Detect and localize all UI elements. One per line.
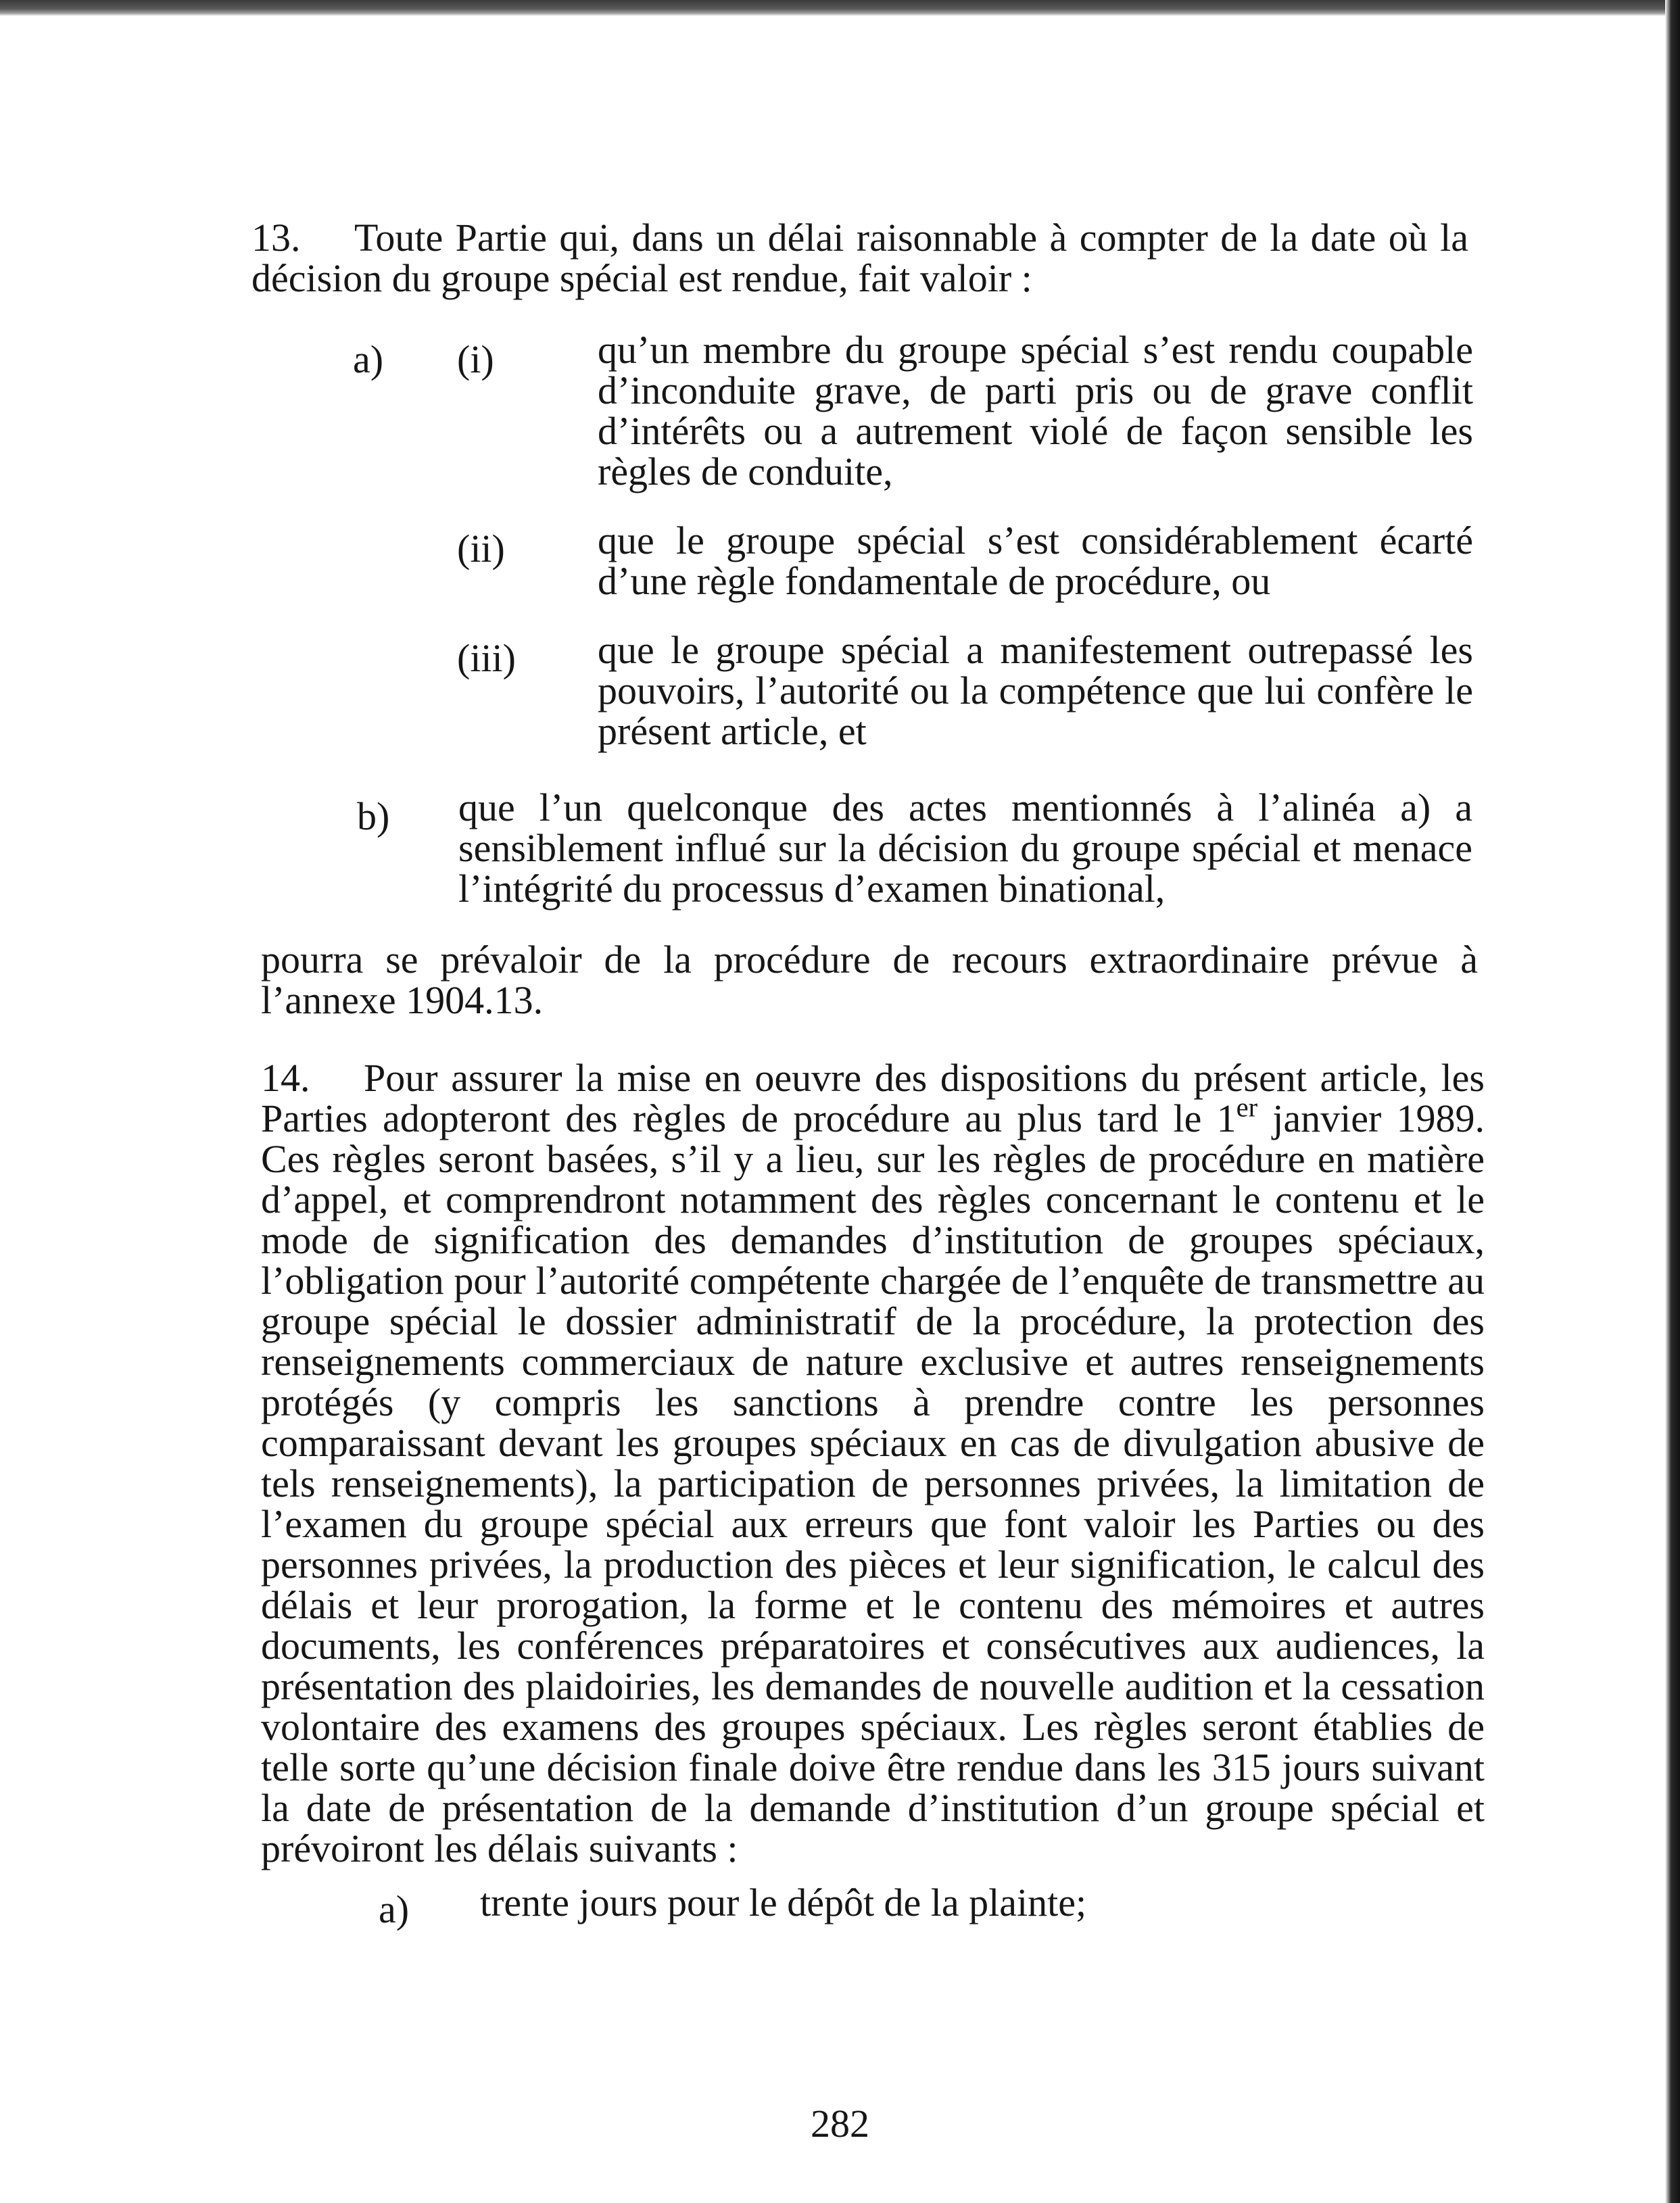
- para-14-text-part1: Pour assurer la mise en oeuvre des dispositions du présent article, les Parties adopteront des règles de procédure au plus tard le 1: [261, 1056, 1485, 1140]
- para-14-number: 14.: [261, 1056, 310, 1100]
- para-13-number: 13.: [251, 216, 301, 260]
- para-13-item-i-text: qu’un membre du groupe spécial s’est rendu coupable d’inconduite grave, de parti pris ou de grave conflit d’intérêts ou a autrement violé de façon sensible les règles de conduite,: [598, 328, 1473, 493]
- para-13-item-iii-text: que le groupe spécial a manifestement outrepassé les pouvoirs, l’autorité ou la compétence que lui confère le présent article, et: [598, 628, 1473, 753]
- para-14-body: [261, 1058, 1485, 1869]
- scan-border-top: [0, 0, 1680, 16]
- para-13-a-label: a): [353, 337, 384, 381]
- para-13-item-iii-label: (iii): [457, 636, 516, 680]
- para-14-a-text: trente jours pour le dépôt de la plainte;: [480, 1881, 1087, 1924]
- para-14-a-label: a): [379, 1887, 410, 1931]
- para-13-b-label: b): [357, 794, 390, 838]
- para-13-intro-text: Toute Partie qui, dans un délai raisonnable à compter de la date où la décision du groupe spécial est rendue, fait valoir :: [251, 216, 1468, 300]
- para-13-b-text: que l’un quelconque des actes mentionnés à l’alinéa a) a sensiblement influé sur la décision du groupe spécial et menace l’intégrité du processus d’examen binational,: [458, 785, 1472, 911]
- para-13-intro: [251, 218, 1468, 299]
- scan-border-right: [1665, 0, 1680, 2203]
- page-number: 282: [811, 2102, 869, 2146]
- para-13-item-i-label: (i): [457, 337, 494, 381]
- para-13-item-ii-text: que le groupe spécial s’est considérablement écarté d’une règle fondamentale de procédure, ou: [598, 518, 1473, 603]
- para-13-conclusion: pourra se prévaloir de la procédure de recours extraordinaire prévue à l’annexe 1904.13.: [261, 938, 1478, 1022]
- para-14-superscript: er: [1236, 1092, 1258, 1123]
- para-13-item-ii-label: (ii): [457, 527, 505, 571]
- para-14-text-part2: janvier 1989. Ces règles seront basées, s’il y a lieu, sur les règles de procédure en matière d’appel, et comprendront notamment des règles concernant le contenu et le mode de signification des demandes d’institution de groupes spéciaux, l’obligation pour l’autorité compétente chargée de l’enquête de transmettre au groupe spécial le dossier administratif de la procédure, la protection des renseignements commerciaux de nature exclusive et autres renseignements protégés (y compris les sanctions à prendre contre les personnes comparaissant devant les groupes spéciaux en cas de divulgation abusive de tels renseignements), la participation de personnes privées, la limitation de l’examen du groupe spécial aux erreurs que font valoir les Parties ou des personnes privées, la production des pièces et leur signification, le calcul des délais et leur prorogation, la forme et le contenu des mémoires et autres documents, les conférences préparatoires et consécutives aux audiences, la présentation des plaidoiries, les demandes de nouvelle audition et la cessation volontaire des examens des groupes spéciaux. Les règles seront établies de telle sorte qu’une décision finale doive être rendue dans les 315 jours suivant la date de présentation de la demande d’institution d’un groupe spécial et prévoiront les délais suivants :: [261, 1096, 1485, 1870]
